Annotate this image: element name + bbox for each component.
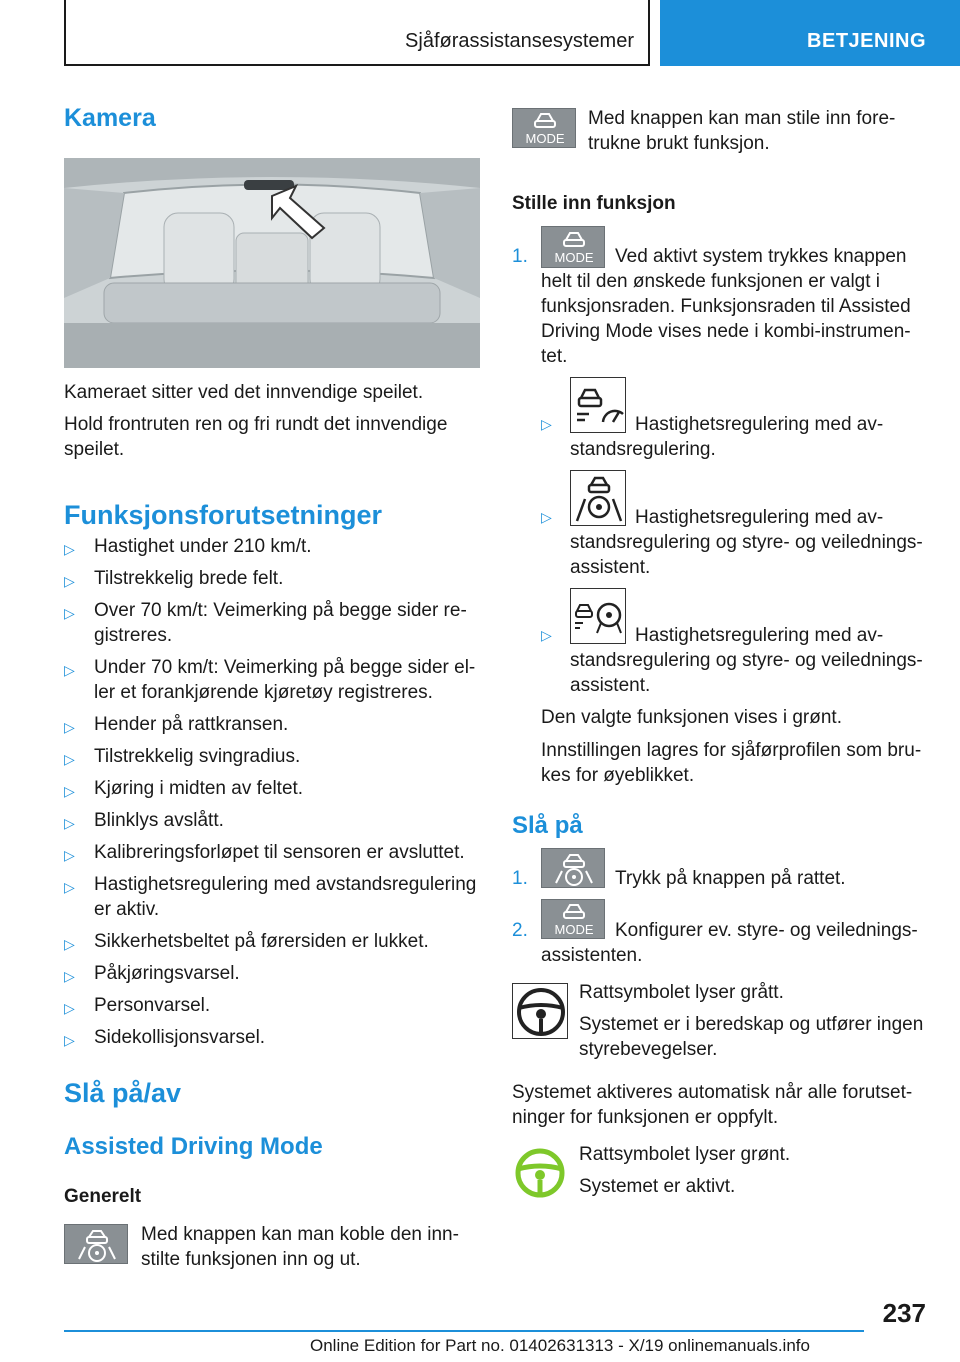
requirements-list xyxy=(64,534,484,1057)
option-3-text-2: standsregulering og styre- og veilednings‐ xyxy=(570,650,923,671)
lagres-text-1: Innstillingen lagres for sjåførprofilen som bru‐ xyxy=(541,740,922,761)
acc-steering-icon xyxy=(570,470,626,526)
option-3-bullet: ▷ xyxy=(541,627,552,643)
steering-wheel-green-icon xyxy=(512,1145,568,1201)
funksjon-heading: Funksjonsforutsetninger xyxy=(64,500,383,530)
option-2-bullet: ▷ xyxy=(541,509,552,525)
footer-divider xyxy=(64,1330,864,1332)
camera-photo xyxy=(64,158,480,368)
list-item: ▷ Hastighetsregulering med avstandsregulering er aktiv. xyxy=(64,874,477,920)
option-3-text-3: assistent. xyxy=(570,675,651,696)
list-item: ▷ Hender på rattkransen. xyxy=(64,714,289,735)
step-1-text-2: helt til den ønskede funksjonen er valgt i xyxy=(541,271,881,292)
step-1-text-3: funksjonsraden. Funksjonsraden til Assisted xyxy=(541,296,911,317)
kamera-text-2a: Hold frontruten ren og fri rundt det innvendige xyxy=(64,414,448,435)
turn-on-step-2-text-1: Konfigurer ev. styre- og veilednings‐ xyxy=(615,920,918,941)
svg-text:MODE: MODE xyxy=(525,131,565,146)
grey-text-3: styrebevegelser. xyxy=(579,1039,718,1060)
list-item: ▷ Kalibreringsforløpet til sensoren er avsluttet. xyxy=(64,842,465,863)
header-chapter-box xyxy=(660,0,960,66)
generelt-text-1: Med knappen kan man koble den inn‐ xyxy=(141,1224,459,1245)
turn-on-step-1-text: Trykk på knappen på rattet. xyxy=(615,868,846,889)
green-text-1: Rattsymbolet lyser grønt. xyxy=(579,1144,791,1165)
list-item: ▷ Tilstrekkelig svingradius. xyxy=(64,746,301,767)
turn-on-step-2-number: 2. xyxy=(512,920,528,941)
steering-wheel-grey-icon xyxy=(512,983,568,1039)
step-1-number: 1. xyxy=(512,246,528,267)
step-1-text-1: Ved aktivt system trykkes knappen xyxy=(615,246,907,267)
option-2-text-1: Hastighetsregulering med av‐ xyxy=(635,507,884,528)
kamera-text-1: Kameraet sitter ved det innvendige speilet. xyxy=(64,382,424,403)
svg-text:MODE: MODE xyxy=(554,250,594,265)
kamera-heading: Kamera xyxy=(64,104,156,132)
generelt-text-2: stilte funksjonen inn og ut. xyxy=(141,1249,361,1270)
grey-text-1: Rattsymbolet lyser grått. xyxy=(579,982,784,1003)
option-1-text-1: Hastighetsregulering med av‐ xyxy=(635,414,884,435)
list-item: ▷ Påkjøringsvarsel. xyxy=(64,963,240,984)
turn-on-step-1-number: 1. xyxy=(512,868,528,889)
list-item: ▷ Over 70 km/t: Veimerking på begge sider re‐ gistreres. xyxy=(64,600,467,646)
step-1-text-5: tet. xyxy=(541,346,568,367)
header-chapter-title: BETJENING xyxy=(807,30,926,52)
list-item: ▷ Sidekollisjonsvarsel. xyxy=(64,1027,266,1048)
list-item: ▷ Under 70 km/t: Veimerking på begge sider el‐ ler et forankjørende kjøretøy registreres. xyxy=(64,657,476,703)
slaa-paa-av-heading: Slå på/av xyxy=(64,1078,182,1108)
mode-text-2: trukne brukt funksjon. xyxy=(588,133,770,154)
header-section-title: Sjåførassistansesystemer xyxy=(405,30,634,52)
option-2-text-2: standsregulering og styre- og veilednings‐ xyxy=(570,532,923,553)
slaa-paa-heading: Slå på xyxy=(512,812,583,839)
mode-button-icon xyxy=(512,108,576,148)
auto-text-1: Systemet aktiveres automatisk når alle forutset‐ xyxy=(512,1082,913,1103)
acc-distance-icon xyxy=(570,377,626,433)
list-item: ▷ Tilstrekkelig brede felt. xyxy=(64,568,284,589)
turn-on-step-2-text-2: assistenten. xyxy=(541,945,643,966)
stille-heading: Stille inn funksjon xyxy=(512,193,676,214)
header-section-box xyxy=(64,0,650,66)
generelt-heading: Generelt xyxy=(64,1186,142,1207)
list-item: ▷ Kjøring i midten av feltet. xyxy=(64,778,304,799)
kamera-text-2b: speilet. xyxy=(64,439,125,460)
car-interior-illustration xyxy=(64,158,480,368)
step-1-text-4: Driving Mode vises nede i kombi-instrumen‐ xyxy=(541,321,911,342)
footer-edition: Online Edition for Part no. 01402631313 - X/19 onlinemanuals.info xyxy=(310,1336,810,1355)
steering-assist-button-icon-2 xyxy=(541,848,605,888)
option-1-text-2: standsregulering. xyxy=(570,439,716,460)
valgt-text: Den valgte funksjonen vises i grønt. xyxy=(541,707,842,728)
adm-heading: Assisted Driving Mode xyxy=(64,1133,323,1160)
acc-steering-combined-icon xyxy=(570,588,626,644)
grey-text-2: Systemet er i beredskap og utfører ingen xyxy=(579,1014,924,1035)
mode-button-icon-3 xyxy=(541,899,605,939)
option-3-text-1: Hastighetsregulering med av‐ xyxy=(635,625,884,646)
lagres-text-2: kes for øyeblikket. xyxy=(541,765,695,786)
option-2-text-3: assistent. xyxy=(570,557,651,578)
list-item: ▷ Personvarsel. xyxy=(64,995,211,1016)
steering-assist-button-icon xyxy=(64,1224,128,1264)
green-text-2: Systemet er aktivt. xyxy=(579,1176,736,1197)
list-item: ▷ Hastighet under 210 km/t. xyxy=(64,536,312,557)
mode-text-1: Med knappen kan man stile inn fore‐ xyxy=(588,108,896,129)
mode-button-icon-2 xyxy=(541,226,605,268)
list-item: ▷ Sikkerhetsbeltet på førersiden er lukket. xyxy=(64,931,429,952)
page-number: 237 xyxy=(882,1298,926,1328)
list-item: ▷ Blinklys avslått. xyxy=(64,810,224,831)
option-1-bullet: ▷ xyxy=(541,416,552,432)
svg-text:MODE: MODE xyxy=(554,922,594,937)
auto-text-2: ninger for funksjonen er oppfylt. xyxy=(512,1107,779,1128)
